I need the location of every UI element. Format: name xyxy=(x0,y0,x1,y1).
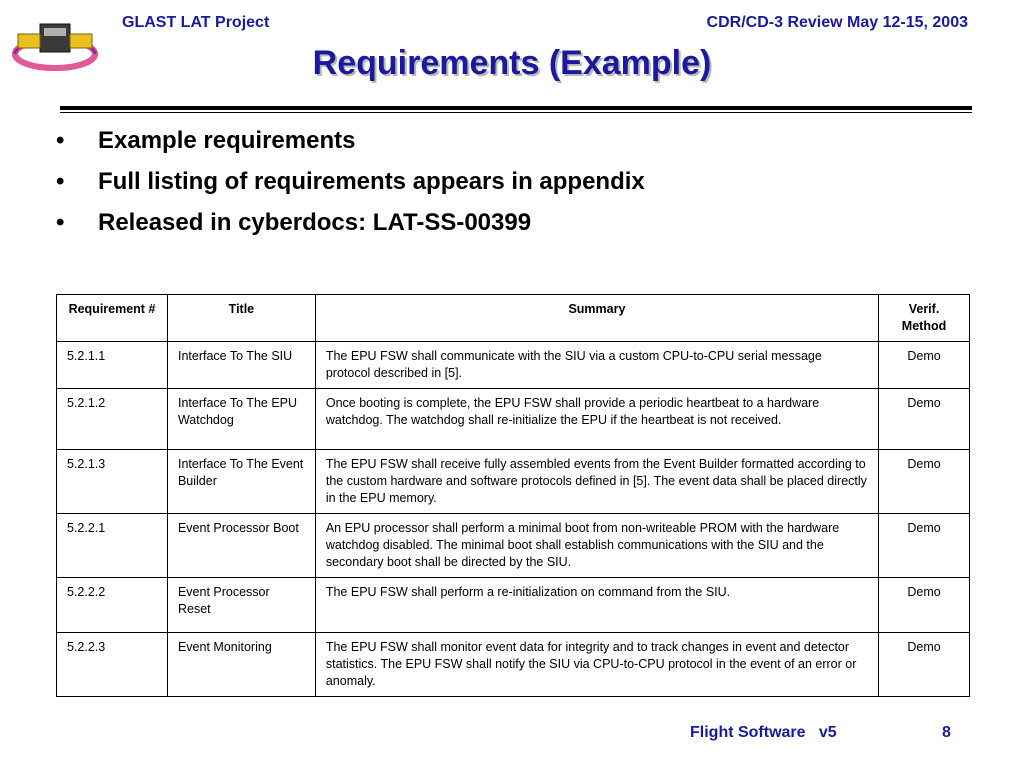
verification-method: Demo xyxy=(879,578,970,633)
project-name: GLAST LAT Project xyxy=(122,14,270,31)
requirement-summary: Once booting is complete, the EPU FSW shall provide a periodic heartbeat to a hardware watchdog. The watchdog shall re-initialize the EPU if the heartbeat is not received. xyxy=(315,389,878,450)
table-row xyxy=(57,633,970,697)
bullet-item xyxy=(56,206,645,247)
requirement-id: 5.2.2.1 xyxy=(57,514,168,578)
requirement-summary: An EPU processor shall perform a minimal boot from non-writeable PROM with the hardware watchdog disabled. The minimal boot shall establish communications with the SIU and the secondary boot shall be directed by the SIU. xyxy=(315,514,878,578)
bullet-text: Full listing of requirements appears in appendix xyxy=(98,168,645,195)
bullet-item xyxy=(56,165,645,206)
bullet-item xyxy=(56,124,645,165)
column-header-summary: Summary xyxy=(315,295,878,342)
column-header-verif-method: Verif. Method xyxy=(879,295,970,342)
verification-method: Demo xyxy=(879,450,970,514)
table-row xyxy=(57,578,970,633)
requirement-summary: The EPU FSW shall receive fully assembled events from the Event Builder formatted according to the custom hardware and software protocols defined in [5]. The event data shall be placed directly in the EPU memory. xyxy=(315,450,878,514)
bullet-text: Released in cyberdocs: LAT-SS-00399 xyxy=(98,209,532,236)
requirement-summary: The EPU FSW shall communicate with the SIU via a custom CPU-to-CPU serial message protocol described in [5]. xyxy=(315,342,878,389)
table-row xyxy=(57,450,970,514)
title-divider xyxy=(60,106,972,110)
bullet-list xyxy=(56,124,645,247)
page-number: 8 xyxy=(942,724,951,741)
verification-method: Demo xyxy=(879,389,970,450)
requirement-summary: The EPU FSW shall monitor event data for integrity and to track changes in event and detector statistics. The EPU FSW shall notify the SIU via CPU-to-CPU protocol in the event of an error or anomaly. xyxy=(315,633,878,697)
table-header-row xyxy=(57,295,970,342)
verification-method: Demo xyxy=(879,514,970,578)
requirement-id: 5.2.1.2 xyxy=(57,389,168,450)
bullet-text: Example requirements xyxy=(98,127,356,154)
title-divider-thin xyxy=(60,112,972,113)
requirement-title: Interface To The EPU Watchdog xyxy=(167,389,315,450)
requirement-title: Event Monitoring xyxy=(167,633,315,697)
requirement-title: Event Processor Boot xyxy=(167,514,315,578)
requirement-id: 5.2.2.3 xyxy=(57,633,168,697)
footer-course-label: Flight Software v5 xyxy=(690,724,837,741)
table-row xyxy=(57,342,970,389)
requirements-table xyxy=(56,294,970,697)
requirement-title: Event Processor Reset xyxy=(167,578,315,633)
requirement-id: 5.2.1.1 xyxy=(57,342,168,389)
bullet-icon: • xyxy=(56,168,65,195)
requirement-summary: The EPU FSW shall perform a re-initialization on command from the SIU. xyxy=(315,578,878,633)
column-header-title: Title xyxy=(167,295,315,342)
slide-title: Requirements (Example) xyxy=(312,44,712,82)
review-name: CDR/CD-3 Review May 12-15, 2003 xyxy=(706,14,968,31)
requirement-title: Interface To The Event Builder xyxy=(167,450,315,514)
bullet-icon: • xyxy=(56,209,65,236)
verification-method: Demo xyxy=(879,342,970,389)
column-header-requirement: Requirement # xyxy=(57,295,168,342)
table-row xyxy=(57,514,970,578)
requirement-id: 5.2.2.2 xyxy=(57,578,168,633)
requirement-title: Interface To The SIU xyxy=(167,342,315,389)
verification-method: Demo xyxy=(879,633,970,697)
table-row xyxy=(57,389,970,450)
bullet-icon: • xyxy=(56,127,65,154)
requirement-id: 5.2.1.3 xyxy=(57,450,168,514)
